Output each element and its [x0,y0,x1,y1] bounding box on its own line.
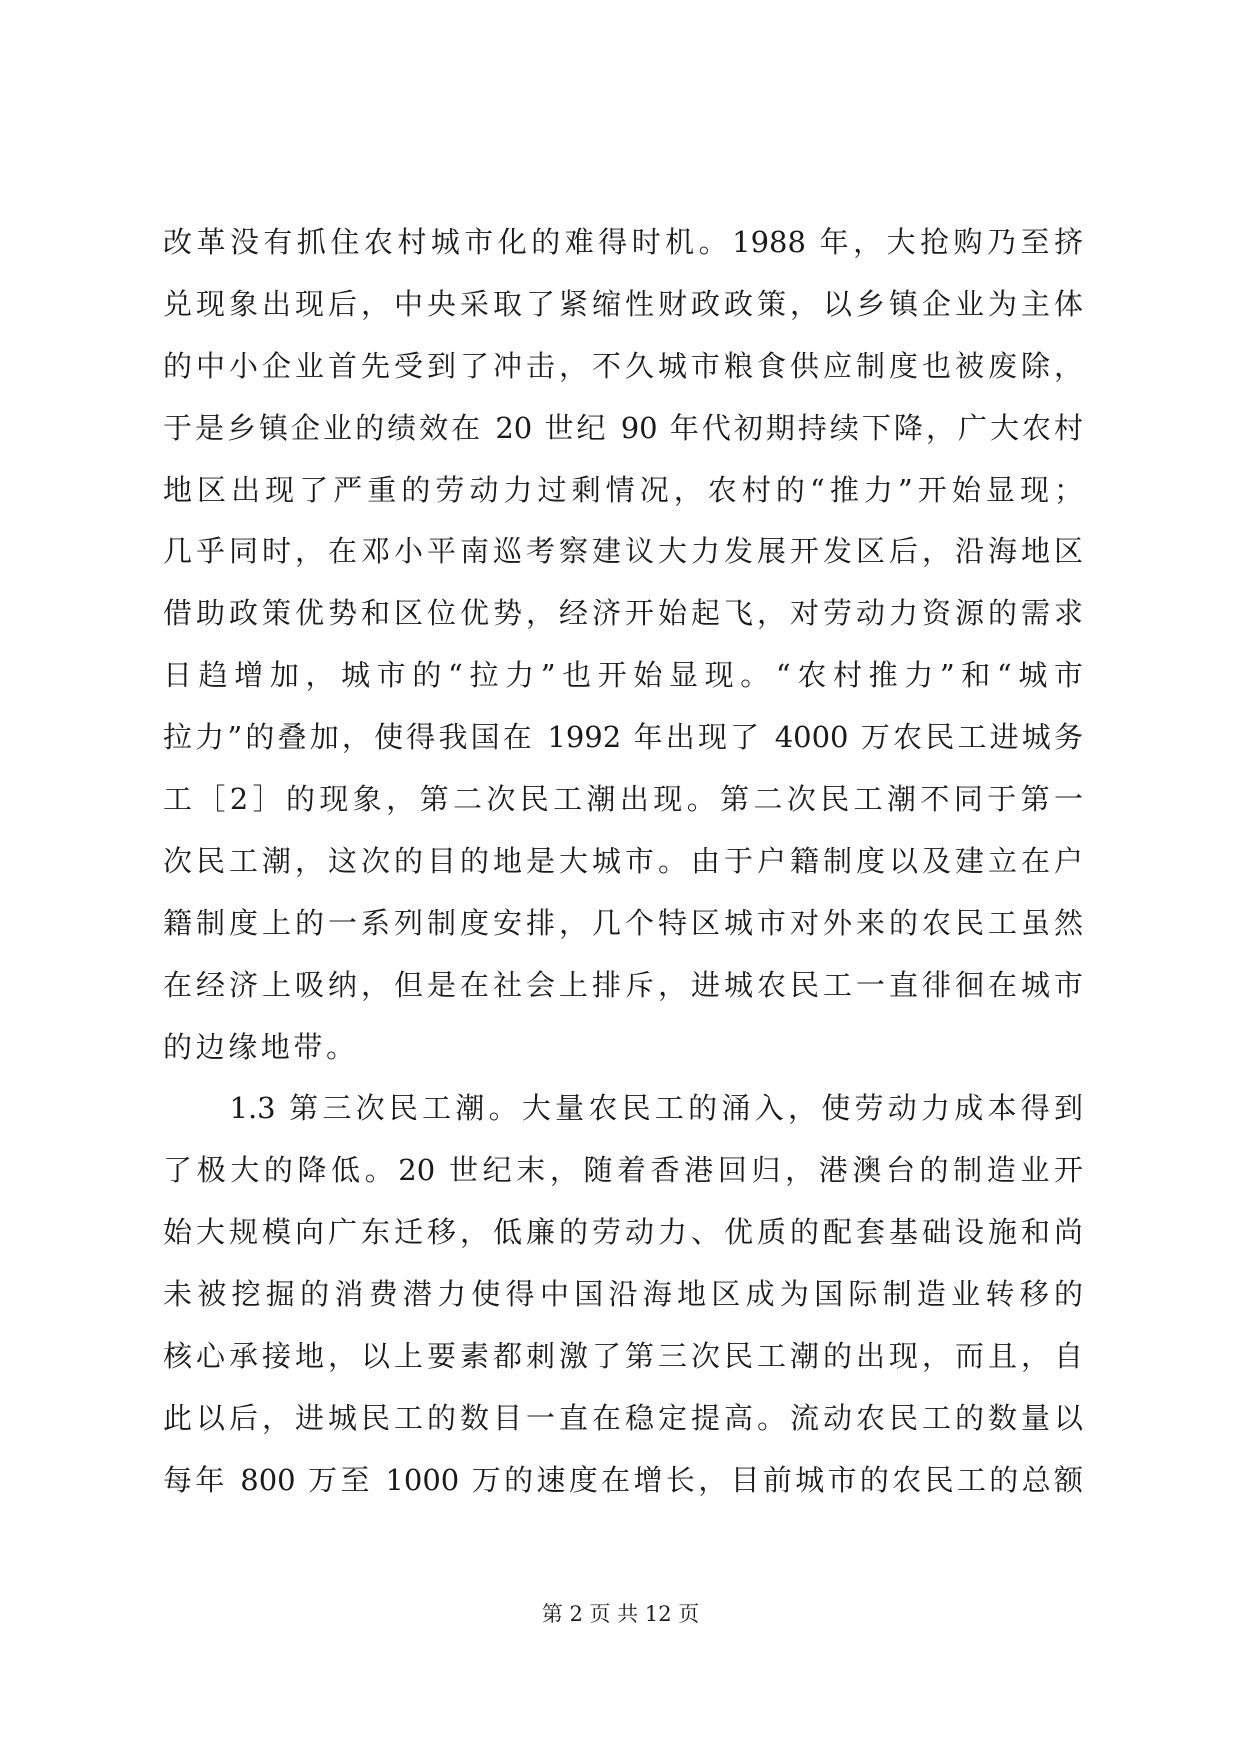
text-line: 工［2］的现象，第二次民工潮出现。第二次民工潮不同于第一 [163,782,1083,817]
text-line: 于是乡镇企业的绩效在 20 世纪 90 年代初期持续下降，广大农村 [163,410,1083,445]
text-line: 的边缘地带。 [163,1029,359,1064]
text-line: 核心承接地，以上要素都刺激了第三次民工潮的出现，而且，自 [163,1339,1083,1374]
text-line: 此以后，进城民工的数目一直在稳定提高。流动农民工的数量以 [163,1400,1083,1435]
text-line: 地区出现了严重的劳动力过剩情况，农村的“推力”开始显现； [163,472,1083,507]
text-line: 始大规模向广东迁移，低廉的劳动力、优质的配套基础设施和尚 [163,1215,1083,1250]
text-line: 籍制度上的一系列制度安排，几个特区城市对外来的农民工虽然 [163,905,1083,940]
text-line: 改革没有抓住农村城市化的难得时机。1988 年，大抢购乃至挤 [163,225,1083,259]
text-line: 日趋增加，城市的“拉力”也开始显现。“农村推力”和“城市 [163,658,1083,693]
text-line: 次民工潮，这次的目的地是大城市。由于户籍制度以及建立在户 [163,843,1083,878]
text-line: 每年 800 万至 1000 万的速度在增长，目前城市的农民工的总额 [163,1462,1083,1497]
body-text [163,225,1083,1528]
text-line: 在经济上吸纳，但是在社会上排斥，进城农民工一直徘徊在城市 [163,967,1083,1002]
text-line: 借助政策优势和区位优势，经济开始起飞，对劳动力资源的需求 [163,596,1083,631]
text-line: 拉力”的叠加，使得我国在 1992 年出现了 4000 万农民工进城务 [163,720,1083,755]
page-number-footer: 第 2 页 共 12 页 [541,1602,700,1626]
text-line: 的中小企业首先受到了冲击，不久城市粮食供应制度也被废除， [163,348,1083,383]
text-line: 了极大的降低。20 世纪末，随着香港回归，港澳台的制造业开 [163,1153,1083,1188]
text-line: 兑现象出现后，中央采取了紧缩性财政政策，以乡镇企业为主体 [163,286,1083,321]
section-heading-line: 1.3 第三次民工潮。大量农民工的涌入，使劳动力成本得到 [163,1091,1083,1126]
text-line: 未被挖掘的消费潜力使得中国沿海地区成为国际制造业转移的 [163,1277,1083,1312]
text-line: 几乎同时，在邓小平南巡考察建议大力发展开发区后，沿海地区 [163,534,1083,569]
